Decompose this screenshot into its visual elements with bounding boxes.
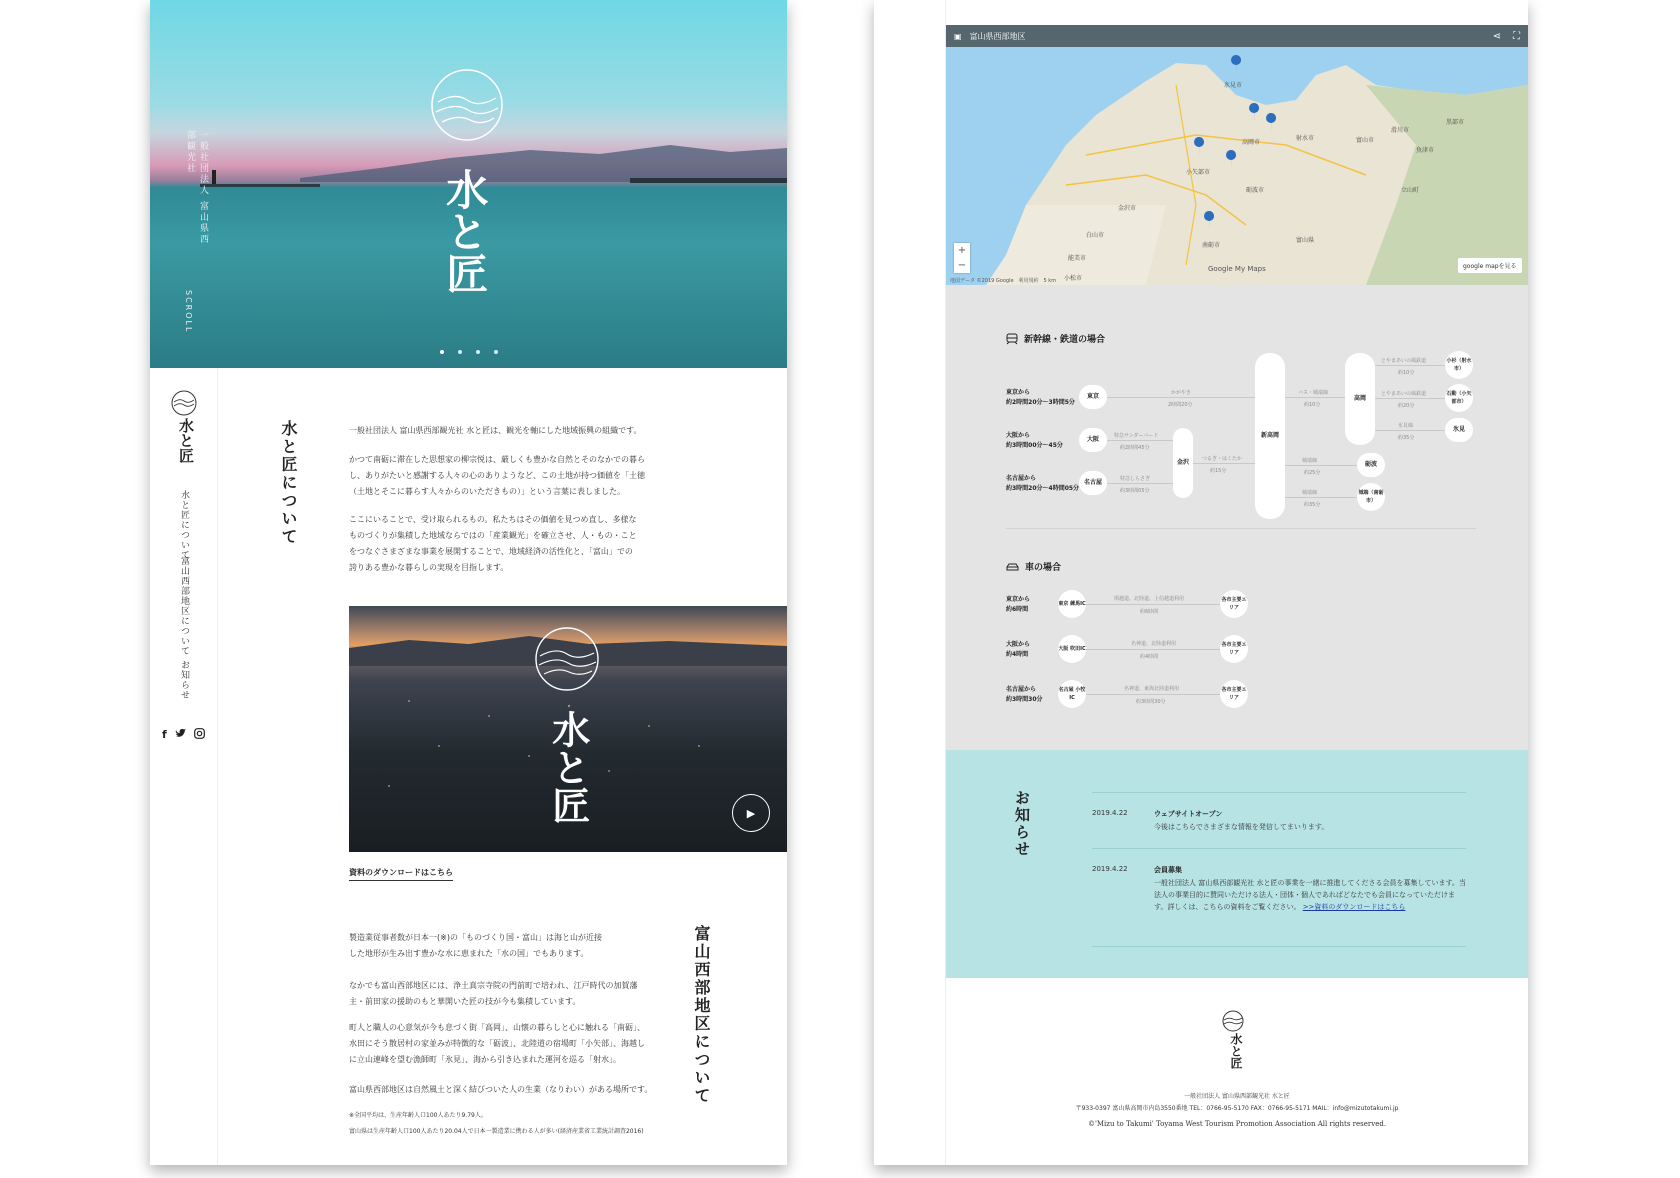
leg-time: 約2時間45分 <box>1120 445 1150 451</box>
station-isurugi: 石動（小矢部市） <box>1445 384 1473 412</box>
route-line <box>1285 465 1357 466</box>
carousel-dot[interactable] <box>440 350 444 354</box>
zoom-out-button[interactable]: − <box>957 260 967 271</box>
ic-tokyo: 東京 練馬IC <box>1058 590 1086 618</box>
station-takaoka: 高岡 <box>1345 353 1375 445</box>
hero-carousel-dots[interactable] <box>440 350 498 354</box>
car-heading <box>1006 560 1061 573</box>
scroll-indicator[interactable]: SCROLL <box>184 290 193 334</box>
open-google-map-button[interactable]: google mapを見る <box>1458 258 1522 273</box>
news-item[interactable] <box>1092 792 1466 848</box>
carousel-dot[interactable] <box>458 350 462 354</box>
carousel-dot[interactable] <box>494 350 498 354</box>
origin-time: 約3時間20分〜4時間05分 <box>1006 485 1080 492</box>
news-heading: お知らせ <box>1013 790 1031 858</box>
dest-area: 各市主要エリア <box>1220 680 1248 708</box>
car-icon <box>1006 562 1019 572</box>
news-date: 2019.4.22 <box>1092 809 1128 817</box>
leg-name: 特急しらさぎ <box>1120 476 1151 482</box>
map-label: 白山市 <box>1086 232 1105 239</box>
hero-org-name: 一般社団法人 富山県西部観光社 <box>185 130 208 245</box>
route-line <box>1375 398 1445 399</box>
news-date: 2019.4.22 <box>1092 865 1128 873</box>
route-line <box>1193 463 1255 464</box>
social-links <box>162 728 205 741</box>
leg-name: つるぎ・はくたか <box>1202 456 1243 462</box>
map-canvas[interactable] <box>946 25 1528 285</box>
right-page <box>874 0 1528 1165</box>
leg-time: 約3時間05分 <box>1120 488 1150 494</box>
origin-time: 約3時間00分〜45分 <box>1006 442 1063 449</box>
news-title[interactable]: 会員募集 <box>1154 866 1182 874</box>
station-tokyo: 東京 <box>1079 385 1107 409</box>
about-heading: 水と匠について <box>279 420 298 546</box>
map-label: 能美市 <box>1068 255 1087 262</box>
origin-from: 大阪から <box>1006 432 1031 439</box>
station-nagoya: 名古屋 <box>1079 471 1107 495</box>
footer-address: 〒933-0397 富山県高岡市内島3550番地 TEL：0766-95-5170 FAX：0766-95-5171 MAIL：info@mizutotakumi.jp <box>1075 1105 1399 1112</box>
nav-item-news[interactable]: お知らせ <box>179 660 189 700</box>
play-button[interactable] <box>732 794 770 832</box>
train-icon <box>1006 333 1018 345</box>
side-navigation <box>150 368 218 1165</box>
car-time: 約3時間30分 <box>1006 696 1043 703</box>
leg-name: 城端線 <box>1302 458 1318 464</box>
leg-time: 約20分 <box>1398 403 1415 409</box>
route-line <box>1107 397 1255 398</box>
sidebar-toggle-icon[interactable]: ▣ <box>954 31 962 41</box>
leg-name: とやまあいの風鉄道 <box>1381 358 1427 364</box>
car-route: 名神道、北陸道利用 <box>1131 641 1177 647</box>
map-label: 滑川市 <box>1391 127 1410 134</box>
news-item[interactable] <box>1092 848 1466 946</box>
leg-name: とやまあいの風鉄道 <box>1381 391 1427 397</box>
video-logo-icon <box>534 626 600 692</box>
origin-time: 約2時間20分〜3時間5分 <box>1006 399 1075 406</box>
facebook-icon[interactable]: f <box>162 728 167 741</box>
video-title: 水と匠 <box>545 710 591 824</box>
zoom-in-button[interactable]: + <box>957 245 967 256</box>
station-kanazawa: 金沢 <box>1173 428 1193 498</box>
footer-copyright: ©'Mizu to Takumi' Toyama West Tourism Promotion Association All rights reserved. <box>1087 1120 1387 1128</box>
leg-time: 約15分 <box>1210 468 1227 474</box>
footer-brand: 水と匠 <box>1229 1033 1243 1069</box>
station-himi: 氷見 <box>1445 418 1473 442</box>
hero-title: 水と匠 <box>440 168 490 294</box>
car-duration: 約4時間 <box>1140 654 1159 660</box>
twitter-icon[interactable] <box>175 728 186 739</box>
leg-name: 城端線 <box>1302 490 1318 496</box>
car-from: 名古屋から <box>1006 686 1037 693</box>
origin-from: 東京から <box>1006 389 1031 396</box>
map-label: 砺波市 <box>1246 187 1265 194</box>
region-note-1: ※全国平均は、生産年齢人口100人あたり9.79人。 <box>349 1112 487 1119</box>
car-heading-text: 車の場合 <box>1025 563 1062 573</box>
region-paragraph-2: なかでも富山西部地区には、浄土真宗寺院の門前町で培われ、江戸時代の加賀藩主・前田家の援助のもと華開いた匠の技が今も集積しています。 <box>349 981 638 1006</box>
region-note-2: 富山県は生産年齢人口100人あたり20.04人で日本一製造業に携わる人が多い(経済産業省工業統計調査2016) <box>349 1128 644 1135</box>
car-time: 約4時間 <box>1006 651 1029 658</box>
car-row <box>1006 640 1030 660</box>
news-body-text: 一般社団法人 富山県西部観光社 水と匠の事業を一緒に推進してくださる会員を募集しています。当法人の事業目的に賛同いただける法人・団体・個人であればどなたでも会員になっていただけます。詳しくは、こちらの資料をご覧ください。 <box>1154 879 1466 911</box>
car-route: 名神道、東海北陸道利用 <box>1124 686 1180 692</box>
car-route: 関越道、北陸道、上信越道利用 <box>1114 596 1185 602</box>
leg-name: バス・城端線 <box>1298 390 1329 396</box>
station-osaka: 大阪 <box>1079 428 1107 452</box>
play-icon: ▶ <box>746 806 756 820</box>
news-section <box>946 750 1528 978</box>
map-copyright: 地図データ ©2019 Google 利用規約 5 km <box>950 278 1057 284</box>
leg-name: かがやき <box>1171 390 1192 396</box>
fullscreen-icon[interactable]: ⛶ <box>1513 30 1520 42</box>
leg-time: 約25分 <box>1304 470 1321 476</box>
logo-icon <box>430 68 504 142</box>
left-page <box>150 0 787 1165</box>
sidebar-brand[interactable]: 水と匠 <box>177 418 195 463</box>
car-time: 約6時間 <box>1006 606 1029 613</box>
map-label: 金沢市 <box>1118 205 1137 212</box>
route-line <box>1086 649 1220 650</box>
hero-section <box>150 0 787 368</box>
nav-item-about[interactable]: 水と匠について <box>179 490 189 560</box>
download-link[interactable]: 資料のダウンロードはこちら <box>349 867 453 881</box>
footer-logo-icon <box>1222 1010 1244 1032</box>
region-heading: 富山西部地区について <box>692 925 711 1105</box>
car-from: 大阪から <box>1006 641 1031 648</box>
origin-from: 名古屋から <box>1006 475 1037 482</box>
divider <box>1092 946 1466 947</box>
share-icon[interactable]: ⋖ <box>1492 30 1501 42</box>
news-title[interactable]: ウェブサイトオープン <box>1154 810 1223 818</box>
route-line <box>1285 397 1345 398</box>
map-label: 富山市 <box>1356 137 1375 144</box>
dest-area: 各市主要エリア <box>1220 635 1248 663</box>
map-label: 高岡市 <box>1242 139 1261 146</box>
map-label: 小矢部市 <box>1186 169 1211 176</box>
route-line <box>1107 483 1173 484</box>
station-kosugi: 小杉（射水市） <box>1445 351 1473 379</box>
route-line <box>1375 430 1445 431</box>
leg-name: 特急サンダーバード <box>1114 433 1159 439</box>
map-label: 氷見市 <box>1224 82 1243 89</box>
origin-osaka <box>1006 431 1063 451</box>
footer-org: 一般社団法人 富山県西部観光社 水と匠 <box>1184 1093 1290 1100</box>
map-toolbar <box>946 25 1528 47</box>
about-paragraph-2: ここにいることで、受け取られるもの。私たちはその価値を見つめ直し、多様なものづくりが集積した地域ならではの「産業観光」を確立させ、人・もの・ことをつなぐさまざまな事業を展開することで、地域経済の活性化と、「富山」での誇りある豊かな暮らしの実現を目指します。 <box>349 515 637 572</box>
map-label: 魚津市 <box>1416 147 1435 154</box>
map-title[interactable]: 富山県西部地区 <box>969 31 1026 41</box>
map-label: 黒部市 <box>1446 119 1465 126</box>
ic-nagoya: 名古屋 小牧IC <box>1058 680 1086 708</box>
car-row <box>1006 595 1030 615</box>
region-paragraph-1: 製造業従事者数が日本一(※)の「ものづくり国・富山」は海と山が近接した地形が生み出す豊かな水に恵まれた「水の国」でもあります。 <box>349 933 602 958</box>
station-johana: 城端（南砺市） <box>1357 483 1385 511</box>
leg-time: 約10分 <box>1398 370 1415 376</box>
station-shin-takaoka: 新高岡 <box>1255 353 1285 519</box>
instagram-icon[interactable] <box>194 728 205 739</box>
map-label: 立山町 <box>1401 187 1420 194</box>
carousel-dot[interactable] <box>476 350 480 354</box>
car-duration: 約3時間30分 <box>1136 699 1166 705</box>
map-label: 射水市 <box>1296 135 1315 142</box>
route-line <box>1375 365 1445 366</box>
footer <box>946 978 1528 1165</box>
ic-osaka: 大阪 吹田IC <box>1058 635 1086 663</box>
origin-nagoya <box>1006 474 1079 494</box>
news-download-link[interactable]: >>資料のダウンロードはこちら <box>1302 903 1406 911</box>
route-line <box>1086 604 1220 605</box>
map-label: 南砺市 <box>1202 242 1221 249</box>
nav-item-region[interactable]: 富山西部地区について <box>179 556 189 656</box>
google-map-embed[interactable] <box>946 25 1528 285</box>
rail-heading <box>1006 332 1105 345</box>
car-duration: 約6時間 <box>1140 609 1159 615</box>
google-my-maps-logo: Google My Maps <box>1208 265 1266 273</box>
map-label: 小松市 <box>1064 275 1083 282</box>
region-paragraph-3: 町人と職人の心意気が今も息づく街「高岡」、山懐の暮らしと心に触れる「南砺」、水田にそう散居村の家並みが特徴的な「砺波」、北陸道の宿場町「小矢部」、海越しに立山連峰を望む漁師町「氷見」、海から引き込まれた運河を巡る「射水」。 <box>349 1023 645 1064</box>
car-row <box>1006 685 1043 705</box>
route-line <box>1086 694 1220 695</box>
rail-heading-text: 新幹線・鉄道の場合 <box>1024 335 1106 345</box>
origin-tokyo <box>1006 388 1075 408</box>
about-intro: 一般社団法人 富山県西部観光社 水と匠は、観光を軸にした地域振興の組織です。 <box>349 426 642 435</box>
leg-time: 約10分 <box>1304 402 1321 408</box>
divider <box>1006 528 1476 529</box>
leg-name: 氷見線 <box>1398 423 1414 429</box>
sidebar-logo-icon[interactable] <box>171 390 197 416</box>
map-label: 富山県 <box>1296 237 1315 244</box>
leg-time: 約35分 <box>1304 502 1321 508</box>
route-line <box>1107 440 1173 441</box>
leg-time: 2時間20分 <box>1168 402 1193 408</box>
dest-area: 各市主要エリア <box>1220 590 1248 618</box>
news-body: 今後はこちらでさまざまな情報を発信してまいります。 <box>1154 823 1329 831</box>
about-paragraph-1: かつて南砺に滞在した思想家の柳宗悦は、厳しくも豊かな自然とそのなかでの暮らし、ありがたいと感謝する人々の心のありようなど、この土地が持つ価値を「土徳（土地とそこに暮らす人々からのいただきもの）」という言葉に表しました。 <box>349 455 645 496</box>
route-line <box>1285 497 1357 498</box>
promo-video[interactable] <box>349 606 787 852</box>
access-section <box>946 285 1528 750</box>
car-from: 東京から <box>1006 596 1031 603</box>
leg-time: 約35分 <box>1398 435 1415 441</box>
station-tonami: 砺波 <box>1357 453 1385 477</box>
region-paragraph-4: 富山県西部地区は自然風土と深く結びついた人の生業（なりわい）がある場所です。 <box>349 1085 653 1094</box>
news-body <box>1154 877 1466 913</box>
zoom-control[interactable] <box>954 243 970 273</box>
